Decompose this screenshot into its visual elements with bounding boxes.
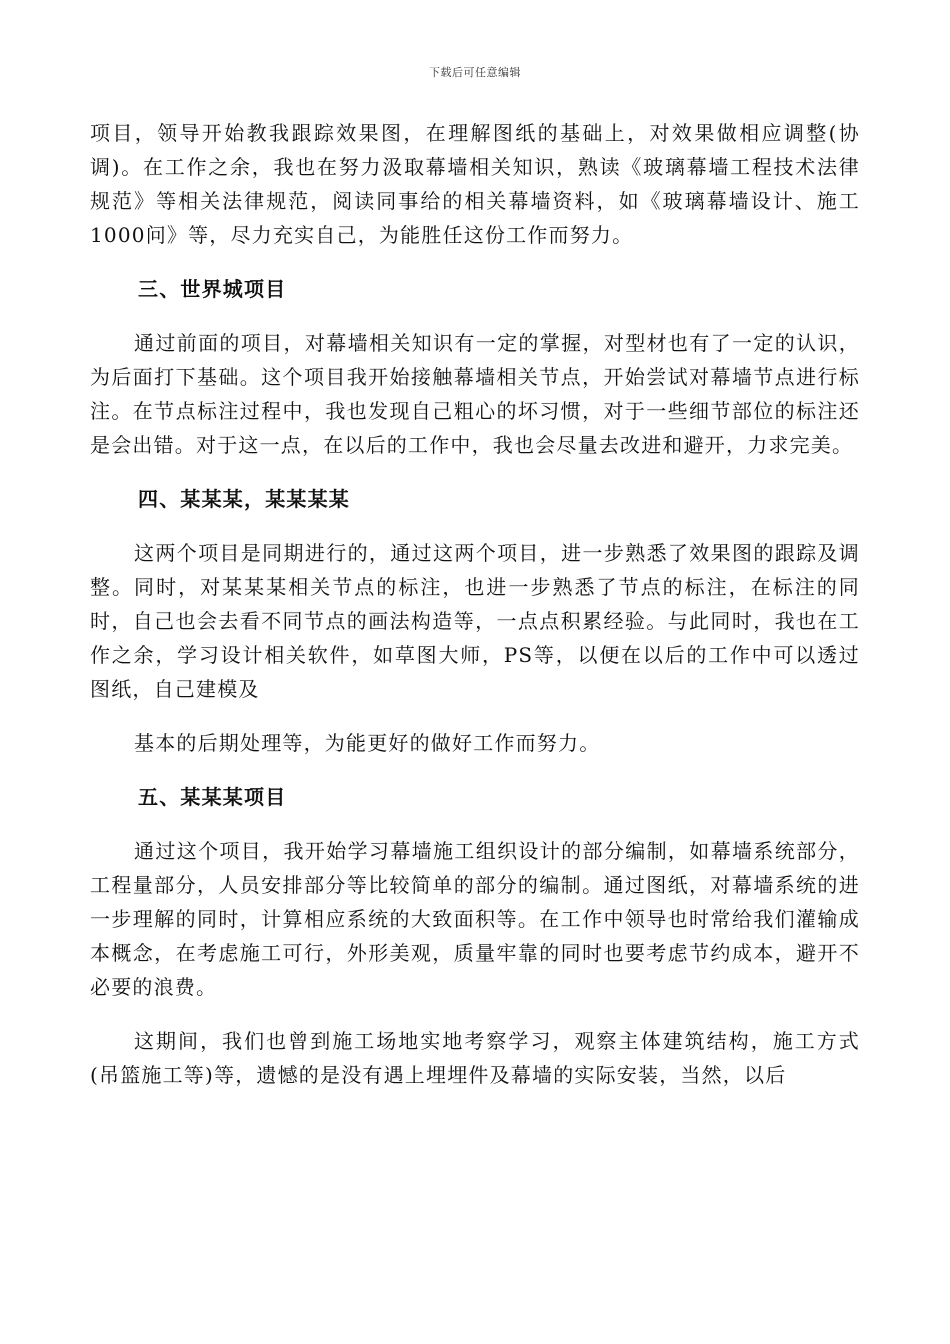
intro-paragraph: 项目，领导开始教我跟踪效果图，在理解图纸的基础上，对效果做相应调整(协调)。在工作之余，我也在努力汲取幕墙相关知识，熟读《玻璃幕墙工程技术法律规范》等相关法律规范，阅读同事给的相关幕墙资料，如《玻璃幕墙设计、施工1000问》等，尽力充实自己，为能胜任这份工作而努力。 [90, 121, 860, 247]
page-header: 下载后可任意编辑 [429, 66, 521, 79]
section-heading-5: 五、某某某项目 [138, 785, 287, 809]
section-5-paragraph-b: 这期间，我们也曾到施工场地实地考察学习，观察主体建筑结构，施工方式(吊篮施工等)等，遗憾的是没有遇上埋埋件及幕墙的实际安装，当然，以后 [90, 1029, 860, 1087]
document-body [90, 116, 860, 1092]
section-4-paragraph-a: 这两个项目是同期进行的，通过这两个项目，进一步熟悉了效果图的跟踪及调整。同时，对某某某相关节点的标注，也进一步熟悉了节点的标注，在标注的同时，自己也会去看不同节点的画法构造等，一点点积累经验。与此同时，我也在工作之余，学习设计相关软件，如草图大师，PS等，以便在以后的工作中可以透过图纸，自己建模及 [90, 541, 860, 701]
section-3-paragraph: 通过前面的项目，对幕墙相关知识有一定的掌握，对型材也有了一定的认识，为后面打下基础。这个项目我开始接触幕墙相关节点，开始尝试对幕墙节点进行标注。在节点标注过程中，我也发现自己粗心的坏习惯，对于一些细节部位的标注还是会出错。对于这一点，在以后的工作中，我也会尽量去改进和避开，力求完美。 [90, 331, 860, 457]
section-4-paragraph-b: 基本的后期处理等，为能更好的做好工作而努力。 [134, 731, 601, 755]
section-heading-4: 四、某某某，某某某某 [138, 487, 350, 511]
section-heading-3: 三、世界城项目 [138, 277, 287, 301]
section-5-paragraph-a: 通过这个项目，我开始学习幕墙施工组织设计的部分编制，如幕墙系统部分，工程量部分，人员安排部分等比较简单的部分的编制。通过图纸，对幕墙系统的进一步理解的同时，计算相应系统的大致面积等。在工作中领导也时常给我们灌输成本概念，在考虑施工可行，外形美观，质量牢靠的同时也要考虑节约成本，避开不必要的浪费。 [90, 839, 860, 999]
